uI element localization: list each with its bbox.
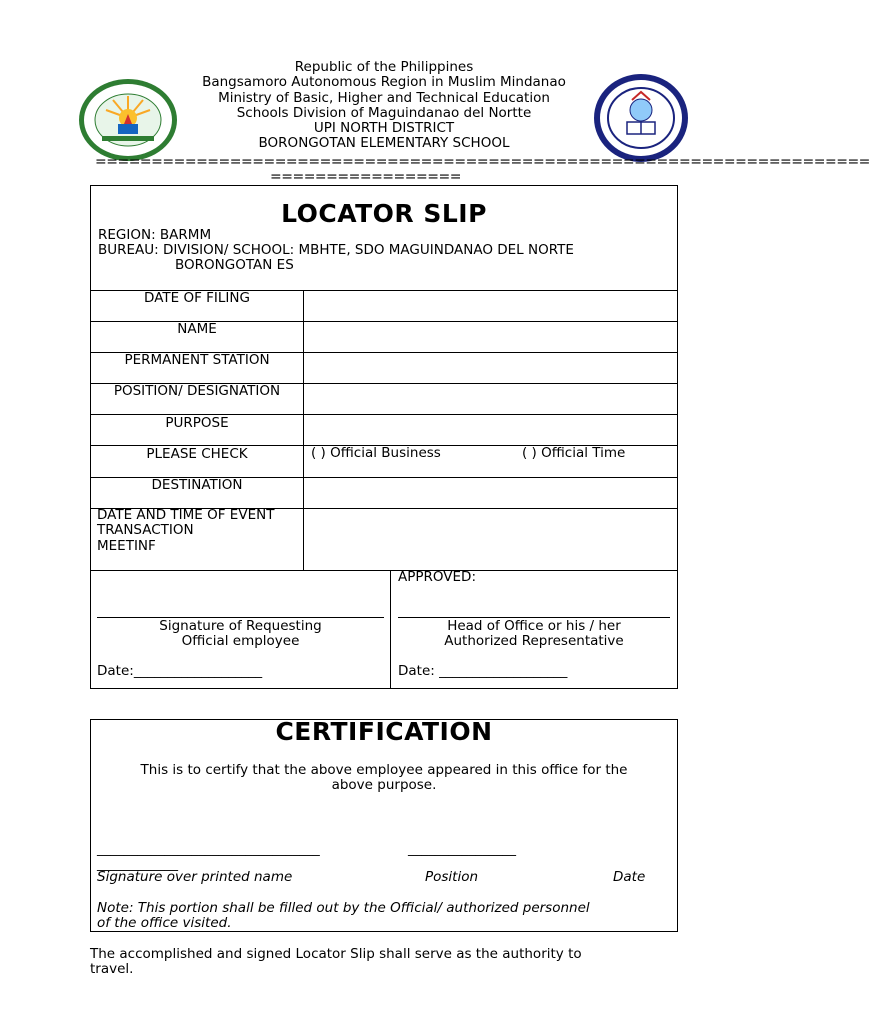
header-barmm: Bangsamoro Autonomous Region in Muslim Mindanao	[202, 74, 566, 91]
official-time-checkbox[interactable]: ( ) Official Time	[522, 445, 626, 461]
header-republic: Republic of the Philippines	[294, 59, 474, 75]
purpose-field[interactable]	[304, 415, 677, 444]
footer-line2: travel.	[90, 961, 134, 977]
date-left-field[interactable]: Date:___________________	[97, 663, 263, 679]
bureau-school-label: BORONGOTAN ES	[175, 257, 294, 273]
position-designation-field[interactable]	[304, 384, 677, 413]
letterhead	[0, 60, 768, 152]
cert-position-label: Position	[425, 869, 479, 885]
certification-title: CERTIFICATION	[275, 717, 493, 746]
event-date-time-field[interactable]	[304, 509, 677, 569]
header-rule-line-2: =================	[270, 169, 461, 185]
name-label: NAME	[177, 321, 217, 337]
permanent-station-label: PERMANENT STATION	[124, 352, 270, 368]
please-check-label: PLEASE CHECK	[146, 446, 248, 462]
destination-field[interactable]	[304, 478, 677, 507]
header-school: BORONGOTAN ELEMENTARY SCHOOL	[258, 135, 510, 152]
region-label: REGION: BARMM	[98, 227, 212, 243]
date-of-filing-label: DATE OF FILING	[144, 290, 250, 306]
sig-head-line1: Head of Office or his / her	[447, 618, 621, 634]
cert-signature-label: Signature over printed name	[97, 869, 293, 885]
permanent-station-field[interactable]	[304, 353, 677, 382]
cert-note-line2: of the office visited.	[97, 915, 232, 931]
cert-signature-line-cont[interactable]: ____________	[97, 856, 178, 872]
footer-line1: The accomplished and signed Locator Slip shall serve as the authority to	[90, 946, 582, 962]
sig-requesting-line2: Official employee	[181, 633, 300, 649]
event-label-line2: TRANSACTION	[97, 522, 194, 538]
event-label-line3: MEETINF	[97, 538, 156, 554]
sig-requesting-line1: Signature of Requesting	[159, 618, 322, 634]
name-field[interactable]	[304, 322, 677, 351]
destination-label: DESTINATION	[151, 477, 243, 493]
sig-head-line2: Authorized Representative	[444, 633, 624, 649]
cert-note-line1: Note: This portion shall be filled out by the Official/ authorized personnel	[97, 900, 590, 916]
position-designation-label: POSITION/ DESIGNATION	[113, 383, 281, 399]
header-division: Schools Division of Maguindanao del Nortte	[236, 104, 532, 121]
event-label-line1: DATE AND TIME OF EVENT	[97, 507, 275, 523]
date-right-field[interactable]: Date: ___________________	[398, 663, 568, 679]
approved-label: APPROVED:	[398, 569, 476, 585]
bureau-label: BUREAU: DIVISION/ SCHOOL: MBHTE, SDO MAGUINDANAO DEL NORTE	[98, 242, 574, 258]
purpose-label: PURPOSE	[165, 415, 229, 431]
cert-position-line[interactable]: ________________	[408, 841, 516, 857]
date-of-filing-field[interactable]	[304, 291, 677, 320]
official-business-checkbox[interactable]: ( ) Official Business	[311, 445, 441, 461]
cert-date-label: Date	[613, 869, 646, 885]
certification-body-line2: above purpose.	[331, 777, 437, 793]
header-rule-line: =====================================================================	[95, 154, 870, 170]
certification-body-line1: This is to certify that the above employee appeared in this office for the	[140, 762, 628, 778]
header-district: UPI NORTH DISTRICT	[313, 120, 455, 137]
locator-slip-title: LOCATOR SLIP	[281, 199, 487, 228]
header-ministry: Ministry of Basic, Higher and Technical Education	[218, 89, 550, 106]
cert-signature-line[interactable]: _________________________________	[97, 841, 320, 857]
